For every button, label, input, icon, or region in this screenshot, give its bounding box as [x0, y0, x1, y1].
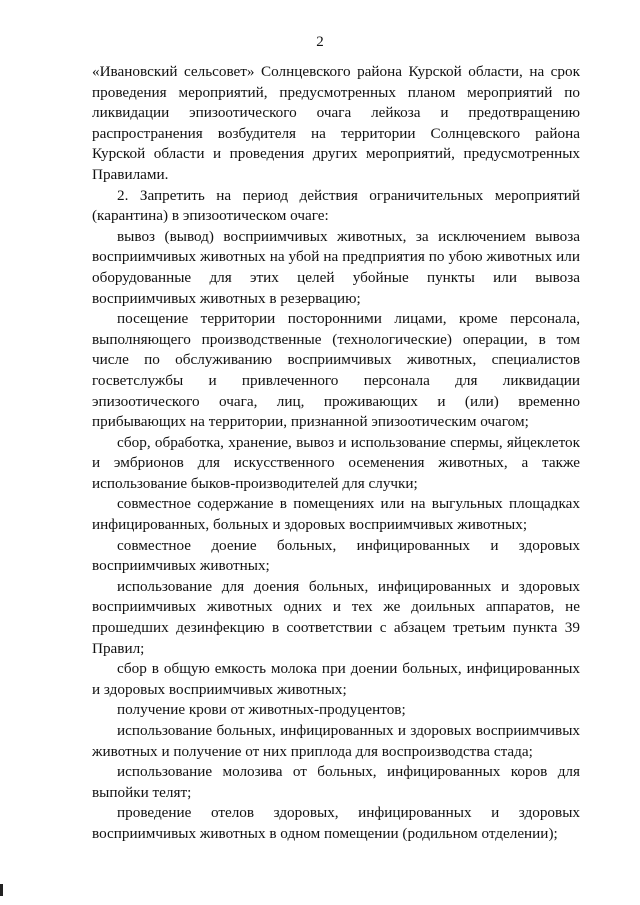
paragraph-visit-ban: посещение территории посторонними лицами, кроме персонала, выполняющего производственные (технологические) операции, в том числе по обслуживанию восприимчивых животных, специалистов госветслужбы и привлеченного персонала для ликвидации эпизоотического очага, лиц, проживающих и (или) временно прибывающих на территории, признанной эпизоотическим очагом;: [92, 310, 580, 431]
paragraph-continuation: «Ивановский сельсовет» Солнцевского района Курской области, на срок проведения мероприятий, предусмотренных планом мероприятий по ликвидации эпизоотического очага лейкоза и предотвращению распространения возбудителя на территории Солнцевского района Курской области и проведения других мероприятий, предусмотренных Правилами.: [92, 63, 580, 183]
paragraph-breeding-ban: использование больных, инфицированных и здоровых восприимчивых животных и получение от них приплода для воспроизводства стада;: [92, 722, 580, 760]
page-number: 2: [316, 34, 324, 50]
paragraph-blood-ban: получение крови от животных-продуцентов;: [117, 701, 406, 719]
paragraph-joint-milking-ban: совместное доение больных, инфицированных и здоровых восприимчивых животных;: [92, 536, 580, 575]
scan-edge-mark: [0, 884, 3, 896]
paragraph-milking-equipment-ban: использование для доения больных, инфицированных и здоровых восприимчивых животных одних и тех же доильных аппаратов, не прошедших дезинфекцию в соответствии с абзацем третьим пункта 39 Правил;: [92, 577, 580, 657]
paragraph-milk-collection-ban: сбор в общую емкость молока при доении больных, инфицированных и здоровых восприимчивых животных;: [92, 660, 580, 698]
paragraph-joint-keeping-ban: совместное содержание в помещениях или на выгульных площадках инфицированных, больных и здоровых восприимчивых животных;: [92, 495, 580, 534]
paragraph-calving-ban: проведение отелов здоровых, инфицированных и здоровых восприимчивых животных в одном помещении (родильном отделении);: [92, 804, 580, 842]
document-body: [92, 62, 580, 845]
paragraph-sperm-ban: сбор, обработка, хранение, вывоз и использование спермы, яйцеклеток и эмбрионов для искусственного осеменения животных, а также использование быков-производителей для случки;: [92, 433, 580, 492]
paragraph-export-ban: вывоз (вывод) восприимчивых животных, за исключением вывоза восприимчивых животных на убой на предприятия по убою животных или оборудованные для этих целей убойные пункты или вывоза восприимчивых животных в резервацию;: [92, 227, 580, 307]
paragraph-item-2: 2. Запретить на период действия ограничительных мероприятий (карантина) в эпизоотическом очаге:: [92, 186, 580, 225]
paragraph-colostrum-ban: использование молозива от больных, инфицированных коров для выпойки телят;: [92, 763, 580, 801]
